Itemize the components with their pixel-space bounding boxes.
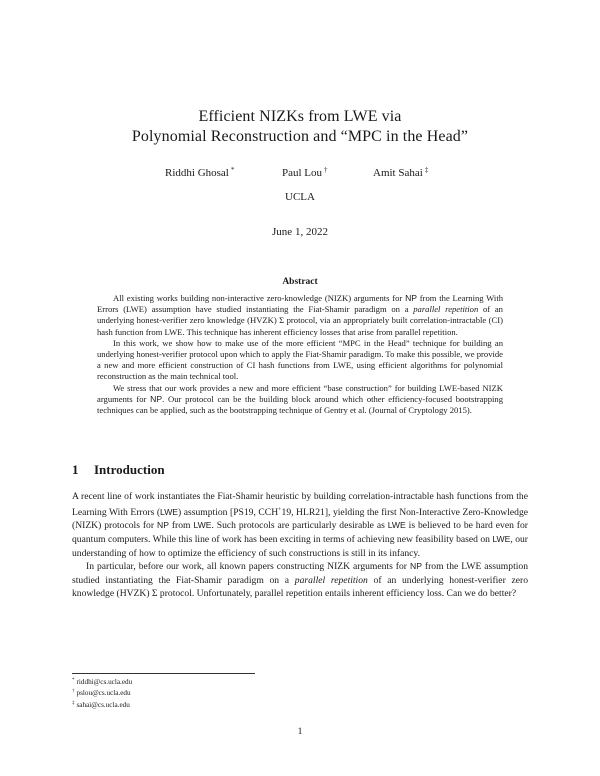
abstract-paragraph-1: All existing works building non-interactive zero-knowledge (NIZK) arguments for NP from the Learning With Errors (LWE) assumption have studied instantiating the Fiat-Shamir paradigm on a parallel repetition of an underlying honest-verifier zero knowledge (HVZK) Σ protocol, via an appropriately built correlation-intractable (CI) hash function from LWE. This technique has inherent efficiency losses that arise from parallel repetition. [97,293,504,337]
page-number: 1 [297,726,303,737]
author-footnote-mark: ‡ [424,166,429,174]
author-2 [282,166,328,179]
author-footnote-mark: * [230,166,235,174]
abstract-paragraph-3: We stress that our work provides a new and more efficient “base construction” for building LWE-based NIZK arguments for NP. Our protocol can be the building block around which other efficiency-focused bootstrapping techniques can be applied, such as the bootstrapping technique of Gentry et al. (Journal of Cryptology 2015). [97,382,503,416]
intro-paragraph-2: In particular, before our work, all known papers constructing NIZK arguments for NP from the LWE assumption studied instantiating the Fiat-Shamir paradigm on a parallel repetition of an underlying honest-verifier zero knowledge (HVZK) Σ protocol. Unfortunately, parallel repetition entails inherent efficiency loss. Can we do better? [72,561,528,600]
author-name: Amit Sahai [373,167,423,179]
author-list [0,166,600,182]
intro-body [72,490,528,601]
section-heading [72,462,165,478]
author-name: Paul Lou [282,167,323,179]
footnote-item: † pslou@cs.ucla.edu [72,689,131,698]
author-footnote-mark: † [324,166,328,174]
footnote-item: ‡ sahai@cs.ucla.edu [72,700,130,709]
footnote-email-link[interactable]: pslou@cs.ucla.edu [76,689,131,698]
author-name: Riddhi Ghosal [165,167,229,179]
abstract-heading: Abstract [282,277,318,287]
author-1 [165,166,234,179]
footnote-email-link[interactable]: riddhi@cs.ucla.edu [76,678,133,686]
abstract-paragraph-2: In this work, we show how to make use of the more efficient “MPC in the Head” technique for building an underlying honest-verifier protocol upon which to apply the Fiat-Shamir paradigm. To make this possible, we provide a new and more efficient construction of CI hash functions from LWE, using efficient algorithms for polynomial reconstruction as the main technical tool. [97,337,503,382]
section-title: Introduction [94,462,165,477]
intro-paragraph-1: A recent line of work instantiates the Fiat-Shamir heuristic by building correlation-intractable hash functions from the Learning With Errors (LWE) assumption [PS19, CCH+19, HLR21], yielding the first Non-Interactive Zero-Knowledge (NIZK) protocols for NP from LWE. Such protocols are particularly desirable as LWE is believed to be hard even for quantum computers. While this line of work has been exciting in terms of achieving new feasibility based on LWE, our understanding of how to optimize the efficiency of such constructions is still in its infancy. [72,491,529,559]
footnote-divider [72,673,255,674]
date: June 1, 2022 [272,226,328,238]
footnote-item: * riddhi@cs.ucla.edu [72,678,133,686]
paper-title-line-2: Polynomial Reconstruction and “MPC in the Head” [131,128,469,145]
author-3 [373,166,428,179]
footnotes [72,676,132,710]
affiliation: UCLA [285,191,315,203]
abstract-body [97,293,503,416]
footnote-email-link[interactable]: sahai@cs.ucla.edu [76,700,130,709]
section-number: 1 [72,462,79,477]
paper-title-line-1: Efficient NIZKs from LWE via [198,108,402,125]
